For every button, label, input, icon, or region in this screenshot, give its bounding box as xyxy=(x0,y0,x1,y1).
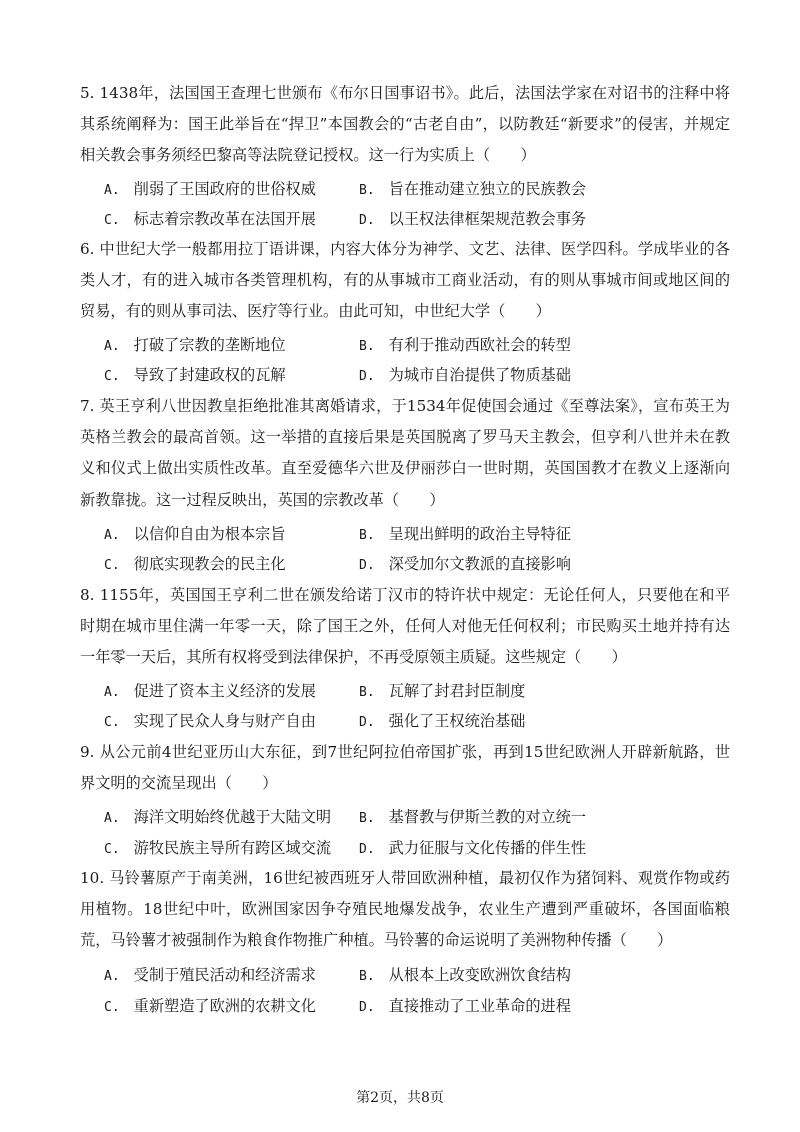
option-letter: D. xyxy=(359,715,375,730)
option-letter: B. xyxy=(359,528,375,543)
option-text: 海洋文明始终优越于大陆文明 xyxy=(133,808,332,826)
question-8-option-b xyxy=(359,680,525,704)
option-text: 以信仰自由为根本宗旨 xyxy=(133,525,286,543)
question-9-option-c xyxy=(104,837,331,861)
question-9-option-b xyxy=(359,806,586,830)
option-letter: A. xyxy=(104,339,120,354)
question-7-option-a xyxy=(104,523,286,547)
question-text: 中世纪大学一般都用拉丁语讲课，内容大体分为神学、文艺、法律、医学四科。学成毕业的各类人才，有的进入城市各类管理机构，有的从事城市工商业活动，有的则从事城市间或地区间的贸易，有的则从事司法、医疗等行业。由此可知，中世纪大学（ ） xyxy=(80,240,731,321)
question-10-stem xyxy=(80,863,730,957)
option-letter: C. xyxy=(104,842,120,857)
question-number: 8. xyxy=(80,586,95,604)
option-text: 促进了资本主义经济的发展 xyxy=(133,682,316,700)
option-letter: C. xyxy=(104,1000,120,1015)
option-letter: C. xyxy=(104,558,120,573)
question-9-option-d xyxy=(359,837,586,861)
option-text: 打破了宗教的垄断地位 xyxy=(133,336,286,354)
question-number: 6. xyxy=(80,240,95,258)
question-7-stem xyxy=(80,391,730,516)
question-number: 9. xyxy=(80,743,95,761)
question-number: 5. xyxy=(80,84,95,102)
option-letter: B. xyxy=(359,969,375,984)
option-text: 以王权法律框架规范教会事务 xyxy=(388,210,587,228)
question-number: 7. xyxy=(80,397,95,415)
option-letter: D. xyxy=(359,369,375,384)
question-5-option-d xyxy=(359,208,586,232)
question-7-option-c xyxy=(104,553,286,577)
question-10-option-c xyxy=(104,995,316,1019)
question-5-stem xyxy=(80,78,730,172)
question-8-option-c xyxy=(104,710,316,734)
question-6-option-a xyxy=(104,334,286,358)
option-letter: A. xyxy=(104,811,120,826)
question-6-stem xyxy=(80,234,730,328)
option-text: 呈现出鲜明的政治主导特征 xyxy=(388,525,571,543)
option-text: 有利于推动西欧社会的转型 xyxy=(388,336,571,354)
question-9-option-a xyxy=(104,806,331,830)
option-text: 削弱了王国政府的世俗权威 xyxy=(133,180,316,198)
option-letter: A. xyxy=(104,183,120,198)
option-text: 重新塑造了欧洲的农耕文化 xyxy=(133,997,316,1015)
question-text: 马铃薯原产于南美洲，16世纪被西班牙人带回欧洲种植，最初仅作为猪饲料、观赏作物或药用植物。18世纪中叶，欧洲国家因争夺殖民地爆发战争，农业生产遭到严重破坏，各国面临粮荒，马铃薯才被强制作为粮食作物推广种植。马铃薯的命运说明了美洲物种传播（ ） xyxy=(80,869,730,950)
question-8-stem xyxy=(80,580,730,674)
option-text: 强化了王权统治基础 xyxy=(388,712,526,730)
option-text: 从根本上改变欧洲饮食结构 xyxy=(388,966,571,984)
option-text: 为城市自治提供了物质基础 xyxy=(388,366,571,384)
option-letter: D. xyxy=(359,842,375,857)
question-5-option-a xyxy=(104,178,316,202)
option-text: 彻底实现教会的民主化 xyxy=(133,555,286,573)
question-9-stem xyxy=(80,737,730,799)
question-10-option-d xyxy=(359,995,571,1019)
option-text: 基督教与伊斯兰教的对立统一 xyxy=(388,808,587,826)
option-text: 武力征服与文化传播的伴生性 xyxy=(388,839,587,857)
question-7-option-d xyxy=(359,553,571,577)
option-letter: A. xyxy=(104,969,120,984)
question-10-option-b xyxy=(359,964,571,988)
page-footer: 第2页，共8页 xyxy=(356,1090,444,1106)
option-letter: C. xyxy=(104,715,120,730)
option-text: 游牧民族主导所有跨区域交流 xyxy=(133,839,332,857)
option-letter: A. xyxy=(104,528,120,543)
question-8-option-a xyxy=(104,680,316,704)
question-text: 英王亨利八世因教皇拒绝批准其离婚请求，于1534年促使国会通过《至尊法案》，宣布英王为英格兰教会的最高首领。这一举措的直接后果是英国脱离了罗马天主教会，但亨利八世并未在教义和仪式上做出实质性改革。直至爱德华六世及伊丽莎白一世时期，英国国教才在教义上逐渐向新教靠拢。这一过程反映出，英国的宗教改革（ ） xyxy=(80,397,730,509)
option-letter: A. xyxy=(104,685,120,700)
question-5-option-b xyxy=(359,178,586,202)
option-letter: B. xyxy=(359,183,375,198)
option-text: 标志着宗教改革在法国开展 xyxy=(133,210,316,228)
option-text: 导致了封建政权的瓦解 xyxy=(133,366,286,384)
option-letter: B. xyxy=(359,811,375,826)
question-10-option-a xyxy=(104,964,316,988)
question-text: 1155年，英国国王亨利二世在颁发给诺丁汉市的特许状中规定：无论任何人，只要他在和平时期在城市里住满一年零一天，除了国王之外，任何人对他无任何权利；市民购买土地并持有达一年零一天后，其所有权将受到法律保护，不再受原领主质疑。这些规定（ ） xyxy=(80,586,731,667)
option-text: 瓦解了封君封臣制度 xyxy=(388,682,526,700)
option-text: 旨在推动建立独立的民族教会 xyxy=(388,180,587,198)
option-letter: C. xyxy=(104,369,120,384)
question-6-option-c xyxy=(104,364,286,388)
option-text: 直接推动了工业革命的进程 xyxy=(388,997,571,1015)
question-5-option-c xyxy=(104,208,316,232)
question-8-option-d xyxy=(359,710,525,734)
option-letter: B. xyxy=(359,685,375,700)
question-7-option-b xyxy=(359,523,571,547)
option-letter: D. xyxy=(359,1000,375,1015)
option-text: 深受加尔文教派的直接影响 xyxy=(388,555,571,573)
question-number: 10. xyxy=(80,869,105,887)
option-letter: D. xyxy=(359,558,375,573)
question-text: 从公元前4世纪亚历山大东征，到7世纪阿拉伯帝国扩张，再到15世纪欧洲人开辟新航路，世界文明的交流呈现出（ ） xyxy=(80,743,731,793)
question-6-option-d xyxy=(359,364,571,388)
option-text: 实现了民众人身与财产自由 xyxy=(133,712,316,730)
option-text: 受制于殖民活动和经济需求 xyxy=(133,966,316,984)
option-letter: B. xyxy=(359,339,375,354)
question-text: 1438年，法国国王查理七世颁布《布尔日国事诏书》。此后，法国法学家在对诏书的注释中将其系统阐释为：国王此举旨在“捍卫”本国教会的“古老自由”，以防教廷“新要求”的侵害，并规定相关教会事务须经巴黎高等法院登记授权。这一行为实质上（ ） xyxy=(80,84,730,165)
option-letter: D. xyxy=(359,213,375,228)
question-6-option-b xyxy=(359,334,571,358)
option-letter: C. xyxy=(104,213,120,228)
